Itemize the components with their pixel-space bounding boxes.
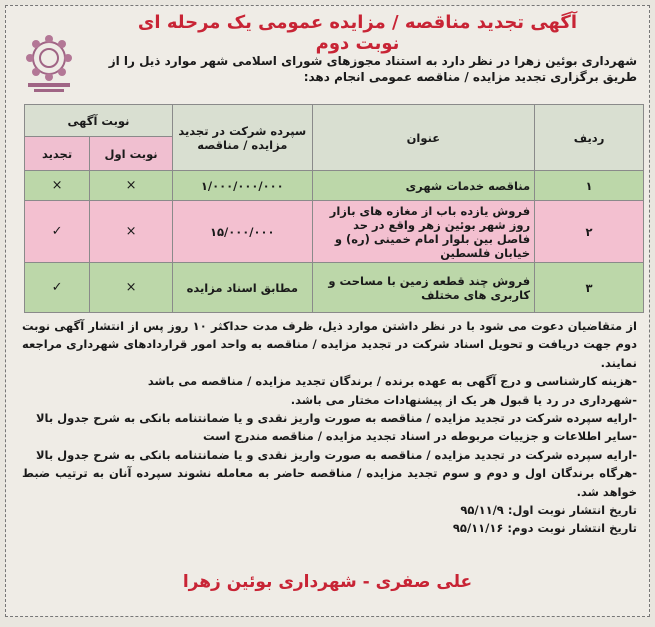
second-publish-date: تاریخ انتشار نوبت دوم: ۹۵/۱۱/۱۶	[452, 521, 637, 536]
first-publish-date: تاریخ انتشار نوبت اول: ۹۵/۱۱/۹	[460, 503, 637, 518]
row-renewal-mark: ✓	[25, 201, 90, 263]
body-paragraph: -ارایه سپرده شرکت در تجدید مزایده / مناقصه به صورت واریز نقدی و یا ضمانتنامه بانکی به شرح جدول بالا	[35, 411, 637, 426]
row-first-turn-mark: ×	[90, 201, 173, 263]
row-subject: فروش یازده باب از مغازه های بازار روز شهر بوئین زهر واقع در حد فاصل بین بلوار امام خمینی (ره) و خیابان فلسطین	[312, 201, 535, 263]
body-paragraph: -هزینه کارشناسی و درج آگهی به عهده برنده / برندگان تجدید مزایده / مناقصه می باشد	[147, 374, 637, 389]
body-paragraph: -ارایه سپرده شرکت در تجدید مزایده / مناقصه به صورت واریز نقدی و یا ضمانتنامه بانکی به شرح جدول بالا	[35, 447, 637, 462]
header-row-no: ردیف	[535, 105, 644, 171]
row-number: ۳	[535, 263, 644, 313]
row-first-turn-mark: ×	[90, 171, 173, 201]
row-subject: فروش چند قطعه زمین با مساحت و کاربری های مختلف	[312, 263, 535, 313]
title-line-1: آگهی تجدید مناقصه / مزایده عمومی یک مرحله ای	[137, 12, 578, 33]
row-subject: مناقصه خدمات شهری	[312, 171, 535, 201]
row-first-turn-mark: ×	[90, 263, 173, 313]
table-row	[25, 201, 644, 263]
row-number: ۱	[535, 171, 644, 201]
items-table	[24, 104, 644, 313]
row-deposit: مطابق اسناد مزایده	[172, 263, 312, 313]
signature: علی صفری - شهرداری بوئین زهرا	[182, 572, 473, 592]
notice-title	[86, 12, 629, 54]
row-renewal-mark: ×	[25, 171, 90, 201]
body-paragraph: -هرگاه برندگان اول و دوم و سوم تجدید مزایده / مناقصه حاضر به معامله نشوند سپرده آنان به ترتیب ضبط خواهد شد.	[22, 466, 637, 499]
title-line-2: نوبت دوم	[315, 33, 400, 54]
header-renewal: تجدید	[25, 137, 90, 171]
body-paragraph: -سایر اطلاعات و جزییات مربوطه در اسناد تجدید مزایده / مناقصه مندرج است	[202, 429, 637, 444]
header-subject: عنوان	[312, 105, 535, 171]
municipality-logo-icon	[14, 28, 84, 96]
notice-page	[5, 5, 650, 617]
row-renewal-mark: ✓	[25, 263, 90, 313]
intro-text: شهرداری بوئین زهرا در نظر دارد به استناد مجوزهای شورای اسلامی شهر موارد ذیل را از طریق برگزاری تجدید مزایده / مناقصه عمومی انجام دهد:	[108, 54, 637, 84]
body-paragraph: -شهرداری در رد یا قبول هر یک از پیشنهادات مختار می باشد.	[290, 392, 637, 407]
table-row	[25, 171, 644, 201]
row-number: ۲	[535, 201, 644, 263]
row-deposit: ۱/۰۰۰/۰۰۰/۰۰۰	[172, 171, 312, 201]
header-first-turn: نوبت اول	[90, 137, 173, 171]
notice-body	[22, 317, 637, 538]
body-paragraph: از متقاضیان دعوت می شود با در نظر داشتن موارد ذیل، ظرف مدت حداکثر ۱۰ روز پس از انتشار آگهی نوبت دوم جهت دریافت و تحویل اسناد شرکت در تجدید مزایده / مناقصه به واحد امور قراردادهای شهرداری مراجعه نمایند.	[22, 319, 637, 370]
header-deposit: سپرده شرکت در تجدید مزایده / مناقصه	[172, 105, 312, 171]
row-deposit: ۱۵/۰۰۰/۰۰۰	[172, 201, 312, 263]
table-row	[25, 263, 644, 313]
header-ad-turn: نوبت آگهی	[25, 105, 173, 137]
